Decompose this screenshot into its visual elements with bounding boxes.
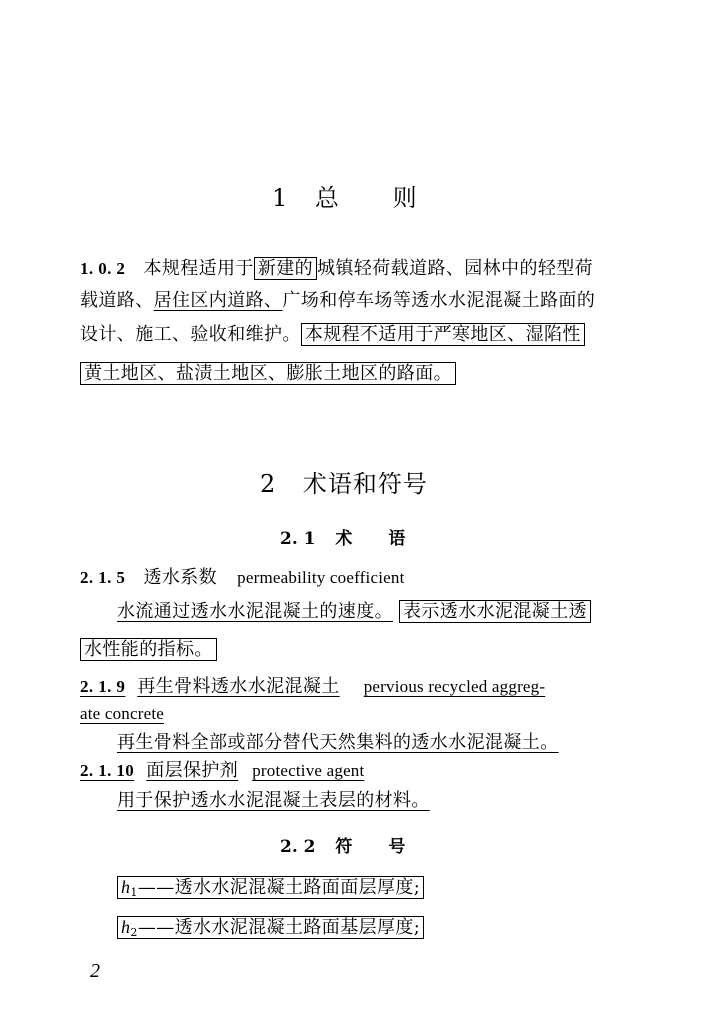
symbol-description: ——透水水泥混凝土路面基层厚度; xyxy=(137,917,421,938)
term-english: protective agent xyxy=(252,761,365,780)
clause-1-0-2-line-3 xyxy=(80,322,585,348)
revision-box: 黄土地区、盐渍土地区、膨胀土地区的路面。 xyxy=(80,362,456,385)
term-2-1-9-heading-cont xyxy=(80,701,164,727)
clause-1-0-2-line-4 xyxy=(80,361,456,387)
revision-box: 新建的 xyxy=(254,257,317,280)
symbol-row xyxy=(117,874,424,906)
chapter-1-heading xyxy=(272,178,418,213)
term-name: 面层保护剂 xyxy=(146,760,239,781)
section-title-b: 号 xyxy=(388,837,406,857)
revision-underline: 居住区内道路、 xyxy=(153,290,283,311)
symbol-row xyxy=(117,914,424,946)
symbol-description: ——透水水泥混凝土路面面层厚度; xyxy=(137,877,421,898)
clause-text: 载道路、 xyxy=(80,290,154,311)
clause-1-0-2-line-2 xyxy=(80,288,595,314)
revision-box xyxy=(117,916,424,939)
clause-text: 设计、施工、验收和维护。 xyxy=(80,324,301,345)
term-definition: 用于保护透水水泥混凝土表层的材料。 xyxy=(117,790,430,811)
section-title-a: 符 xyxy=(335,837,353,857)
term-name: 再生骨料透水水泥混凝土 xyxy=(137,676,340,697)
clause-number: 1. 0. 2 xyxy=(80,259,126,278)
term-english: permeability coefficient xyxy=(237,568,405,587)
symbol: h xyxy=(121,917,131,937)
chapter-2-title: 术语和符号 xyxy=(302,470,428,498)
chapter-1-title-b: 则 xyxy=(392,184,418,212)
term-number: 2. 1. 5 xyxy=(80,568,126,587)
clause-text: 本规程适用于 xyxy=(143,258,254,279)
clause-text: 城镇轻荷载道路、园林中的轻型荷 xyxy=(317,258,594,279)
chapter-1-number: 1 xyxy=(272,184,289,212)
term-english-cont: ate concrete xyxy=(80,704,165,723)
clause-text: 广场和停车场等透水水泥混凝土路面的 xyxy=(282,290,596,311)
term-2-1-9-heading xyxy=(80,674,545,700)
section-title-b: 语 xyxy=(388,529,406,549)
symbol: h xyxy=(121,877,131,897)
term-2-1-5-definition-2 xyxy=(80,637,217,663)
term-number: 2. 1. 10 xyxy=(80,761,135,780)
revision-box: 表示透水水泥混凝土透 xyxy=(399,600,591,623)
section-2-1-heading xyxy=(280,524,405,549)
revision-box: 本规程不适用于严寒地区、湿陷性 xyxy=(301,323,585,346)
revision-underline: 水流通过透水水泥混凝土的速度。 xyxy=(117,601,393,622)
section-number: 2. 1 xyxy=(280,529,316,549)
term-2-1-5-heading xyxy=(80,565,405,591)
term-2-1-9-definition xyxy=(117,730,559,756)
section-2-2-heading xyxy=(280,832,405,857)
section-title-a: 术 xyxy=(335,529,353,549)
term-2-1-5-definition-1 xyxy=(117,599,591,625)
term-number: 2. 1. 9 xyxy=(80,677,126,696)
term-name: 透水系数 xyxy=(143,567,218,588)
chapter-1-title-a: 总 xyxy=(314,184,340,212)
revision-box xyxy=(117,876,424,899)
revision-box: 水性能的指标。 xyxy=(80,638,217,661)
term-2-1-10-definition xyxy=(117,788,430,814)
chapter-2-number: 2 xyxy=(260,470,277,498)
clause-1-0-2-line-1 xyxy=(80,256,593,282)
term-2-1-10-heading xyxy=(80,758,364,784)
symbol-subscript: 2 xyxy=(130,926,138,939)
term-english: pervious recycled aggreg- xyxy=(363,677,546,696)
section-number: 2. 2 xyxy=(280,837,316,857)
term-definition: 再生骨料全部或部分替代天然集料的透水水泥混凝土。 xyxy=(117,732,559,753)
page-number: 2 xyxy=(90,960,100,982)
symbol-subscript: 1 xyxy=(130,886,138,899)
chapter-2-heading xyxy=(260,464,428,499)
